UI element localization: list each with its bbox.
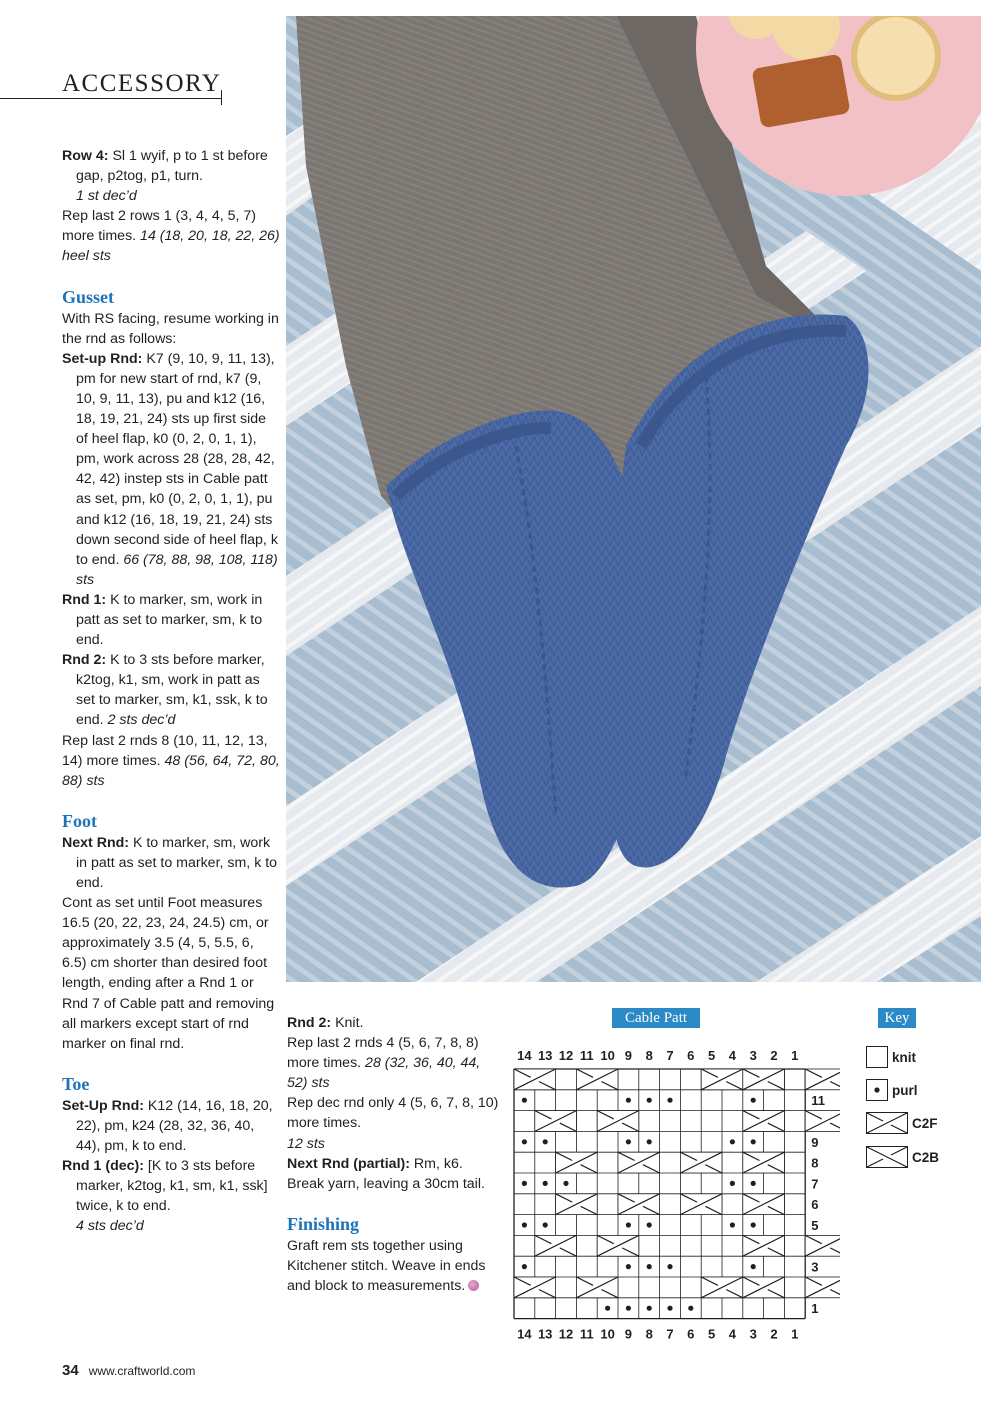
key-item-purl: purl	[866, 1079, 986, 1103]
chart-col-label-top: 14	[517, 1048, 532, 1063]
toe-repeat-dec: Rep dec rnd only 4 (5, 6, 7, 8, 10) more times. 12 sts	[287, 1095, 499, 1152]
chart-row-label: 7	[811, 1176, 819, 1192]
purl-stitch-mark	[667, 1306, 672, 1311]
socks-photo	[286, 16, 981, 982]
chart-col-label-top: 3	[749, 1048, 757, 1063]
pattern-column-left	[62, 146, 280, 1237]
purl-stitch-mark	[626, 1306, 631, 1311]
gusset-heading: Gusset	[62, 286, 115, 307]
chart-col-label-bottom: 12	[558, 1326, 574, 1342]
purl-stitch-mark	[543, 1222, 548, 1227]
finishing-text: Graft rem sts together using Kitchener stitch. Weave in ends and block to measurements.	[287, 1237, 486, 1295]
page-number: 34	[62, 1362, 79, 1379]
chart-row-label: 8	[811, 1155, 819, 1171]
toe-round-2: Rnd 2: Knit.	[287, 1015, 364, 1031]
chart-col-label-top: 2	[770, 1048, 778, 1063]
foot-next-round: Next Rnd: K to marker, sm, work in patt as set to marker, sm, k to end.	[62, 834, 278, 891]
chart-row-label: 9	[811, 1134, 819, 1150]
purl-stitch-mark	[522, 1264, 527, 1269]
footer-url: www.craftworld.com	[88, 1364, 196, 1378]
chart-row-label: 5	[811, 1218, 819, 1233]
purl-stitch-mark	[751, 1181, 756, 1186]
purl-stitch-mark	[647, 1222, 652, 1227]
gusset-intro: With RS facing, resume working in the rnd as follows:	[62, 310, 279, 347]
finishing-heading: Finishing	[287, 1213, 360, 1234]
purl-stitch-mark	[688, 1306, 693, 1311]
chart-row-label: 6	[811, 1197, 819, 1213]
chart-col-label-top: 7	[666, 1048, 674, 1063]
purl-stitch-mark	[751, 1139, 756, 1144]
break-yarn: Break yarn, leaving a 30cm tail.	[287, 1175, 485, 1192]
purl-stitch-mark	[647, 1098, 652, 1103]
chart-col-label-bottom: 11	[579, 1326, 594, 1342]
chart-row-label: 11	[811, 1093, 825, 1109]
c2f-symbol-icon	[866, 1112, 908, 1134]
purl-stitch-mark	[522, 1098, 527, 1103]
purl-stitch-mark	[751, 1264, 756, 1269]
purl-stitch-mark	[522, 1139, 527, 1144]
chart-row-label: 1	[811, 1301, 819, 1317]
toe-partial-round: Next Rnd (partial): Rm, k6.	[287, 1155, 463, 1172]
page-footer	[62, 1362, 195, 1379]
pattern-column-middle	[287, 1013, 502, 1296]
purl-stitch-mark	[730, 1181, 735, 1186]
purl-stitch-mark	[647, 1264, 652, 1269]
chart-col-label-top: 9	[624, 1048, 633, 1063]
chart-col-label-bottom: 3	[749, 1326, 757, 1342]
gusset-setup-round: Set-up Rnd: K7 (9, 10, 9, 11, 13), pm for new start of rnd, k7 (9, 10, 9, 11, 13), pu and k12 (16, 18, 19, 21, 24) sts up first side of heel flap, k0 (0, 2, 0, 1, 1), pm, work across 28 (28, 28, 42, 42, 42) instep sts in Cable patt as set, pm, k0 (0, 2, 0, 1, 1), pu and k12 (16, 18, 19, 21, 24) sts down second side of heel flap, k to end. 66 (78, 88, 98, 108, 118) sts	[62, 350, 278, 588]
chart-col-label-bottom: 6	[687, 1326, 695, 1342]
purl-stitch-mark	[751, 1098, 756, 1103]
cable-chart	[500, 1040, 840, 1350]
key-item-c2b: C2B	[866, 1146, 986, 1170]
purl-stitch-mark	[730, 1222, 735, 1227]
purl-stitch-mark	[730, 1139, 735, 1144]
gusset-repeat: Rep last 2 rnds 8 (10, 11, 12, 13, 14) more times. 48 (56, 64, 72, 80, 88) sts	[62, 732, 280, 789]
chart-col-label-top: 10	[600, 1048, 615, 1063]
knit-symbol-icon	[866, 1046, 888, 1068]
chart-col-label-top: 5	[707, 1048, 716, 1063]
cable-chart-svg	[500, 1040, 840, 1350]
key-label: Key	[878, 1008, 916, 1028]
purl-stitch-mark	[751, 1222, 756, 1227]
chart-col-label-top: 8	[645, 1048, 653, 1063]
row4-instruction: Row 4: Sl 1 wyif, p to 1 st before gap, p2tog, p1, turn. 1 st dec’d	[62, 148, 268, 205]
chart-col-label-bottom: 9	[624, 1326, 633, 1342]
chart-col-label-top: 1	[791, 1048, 799, 1063]
chart-col-label-top: 12	[558, 1048, 574, 1063]
gusset-round-2: Rnd 2: K to 3 sts before marker, k2tog, k1, sm, work in patt as set to marker, sm, k1, ssk, k to end. 2 sts dec’d	[62, 652, 268, 729]
chart-col-label-top: 4	[728, 1048, 737, 1063]
chart-col-label-bottom: 5	[707, 1326, 716, 1342]
purl-stitch-mark	[647, 1306, 652, 1311]
purl-stitch-mark	[626, 1139, 631, 1144]
chart-col-label-bottom: 13	[537, 1326, 553, 1342]
purl-stitch-mark	[563, 1181, 568, 1186]
purl-stitch-mark	[522, 1222, 527, 1227]
cable-patt-label: Cable Patt	[612, 1008, 700, 1028]
foot-continue: Cont as set until Foot measures 16.5 (20, 22, 23, 24, 24.5) cm, or approximately 3.5 (4, 5, 5.5, 6, 6.5) cm shorter than desired foot length, ending after a Rnd 1 or Rnd 7 of Cable patt and removing all markers except start of rnd marker on final rnd.	[62, 895, 275, 1052]
section-heading: ACCESSORY	[62, 70, 222, 97]
chart-col-label-bottom: 10	[600, 1326, 615, 1342]
chart-row-label: 3	[811, 1259, 819, 1275]
heading-rule-tick	[221, 90, 222, 105]
toe-round-1: Rnd 1 (dec): [K to 3 sts before marker, k2tog, k1, sm, k1, ssk] twice, k to end. 4 sts dec’d	[62, 1158, 268, 1235]
purl-stitch-mark	[647, 1139, 652, 1144]
purl-stitch-mark	[522, 1181, 527, 1186]
yarn-ball-icon	[468, 1280, 479, 1291]
purl-stitch-mark	[626, 1222, 631, 1227]
c2b-symbol-icon	[866, 1146, 908, 1168]
toe-heading: Toe	[62, 1073, 90, 1094]
chart-col-label-top: 11	[579, 1048, 594, 1063]
chart-col-label-bottom: 4	[728, 1326, 737, 1342]
key-item-knit: knit	[866, 1046, 986, 1070]
chart-col-label-bottom: 14	[517, 1326, 532, 1342]
chart-col-label-top: 6	[687, 1048, 695, 1063]
purl-stitch-mark	[543, 1139, 548, 1144]
repeat-rows-instruction: Rep last 2 rows 1 (3, 4, 4, 5, 7) more times. 14 (18, 20, 18, 22, 26) heel sts	[62, 208, 280, 265]
purl-stitch-mark	[605, 1306, 610, 1311]
toe-setup-round: Set-Up Rnd: K12 (14, 16, 18, 20, 22), pm, k24 (28, 32, 36, 40, 44), pm, k to end.	[62, 1097, 273, 1155]
key-item-c2f: C2F	[866, 1112, 986, 1136]
purl-symbol-icon	[866, 1079, 888, 1101]
chart-col-label-bottom: 8	[645, 1326, 653, 1342]
gusset-round-1: Rnd 1: K to marker, sm, work in patt as set to marker, sm, k to end.	[62, 591, 263, 649]
toe-repeat: Rep last 2 rnds 4 (5, 6, 7, 8, 8) more times. 28 (32, 36, 40, 44, 52) sts	[287, 1035, 481, 1092]
purl-stitch-mark	[626, 1098, 631, 1103]
chart-col-label-bottom: 1	[791, 1326, 799, 1342]
heading-rule	[0, 98, 222, 99]
foot-heading: Foot	[62, 810, 97, 831]
chart-col-label-bottom: 7	[666, 1326, 674, 1342]
chart-col-label-bottom: 2	[770, 1326, 778, 1342]
purl-stitch-mark	[667, 1098, 672, 1103]
purl-stitch-mark	[626, 1264, 631, 1269]
purl-stitch-mark	[543, 1181, 548, 1186]
purl-stitch-mark	[667, 1264, 672, 1269]
chart-col-label-top: 13	[537, 1048, 553, 1063]
